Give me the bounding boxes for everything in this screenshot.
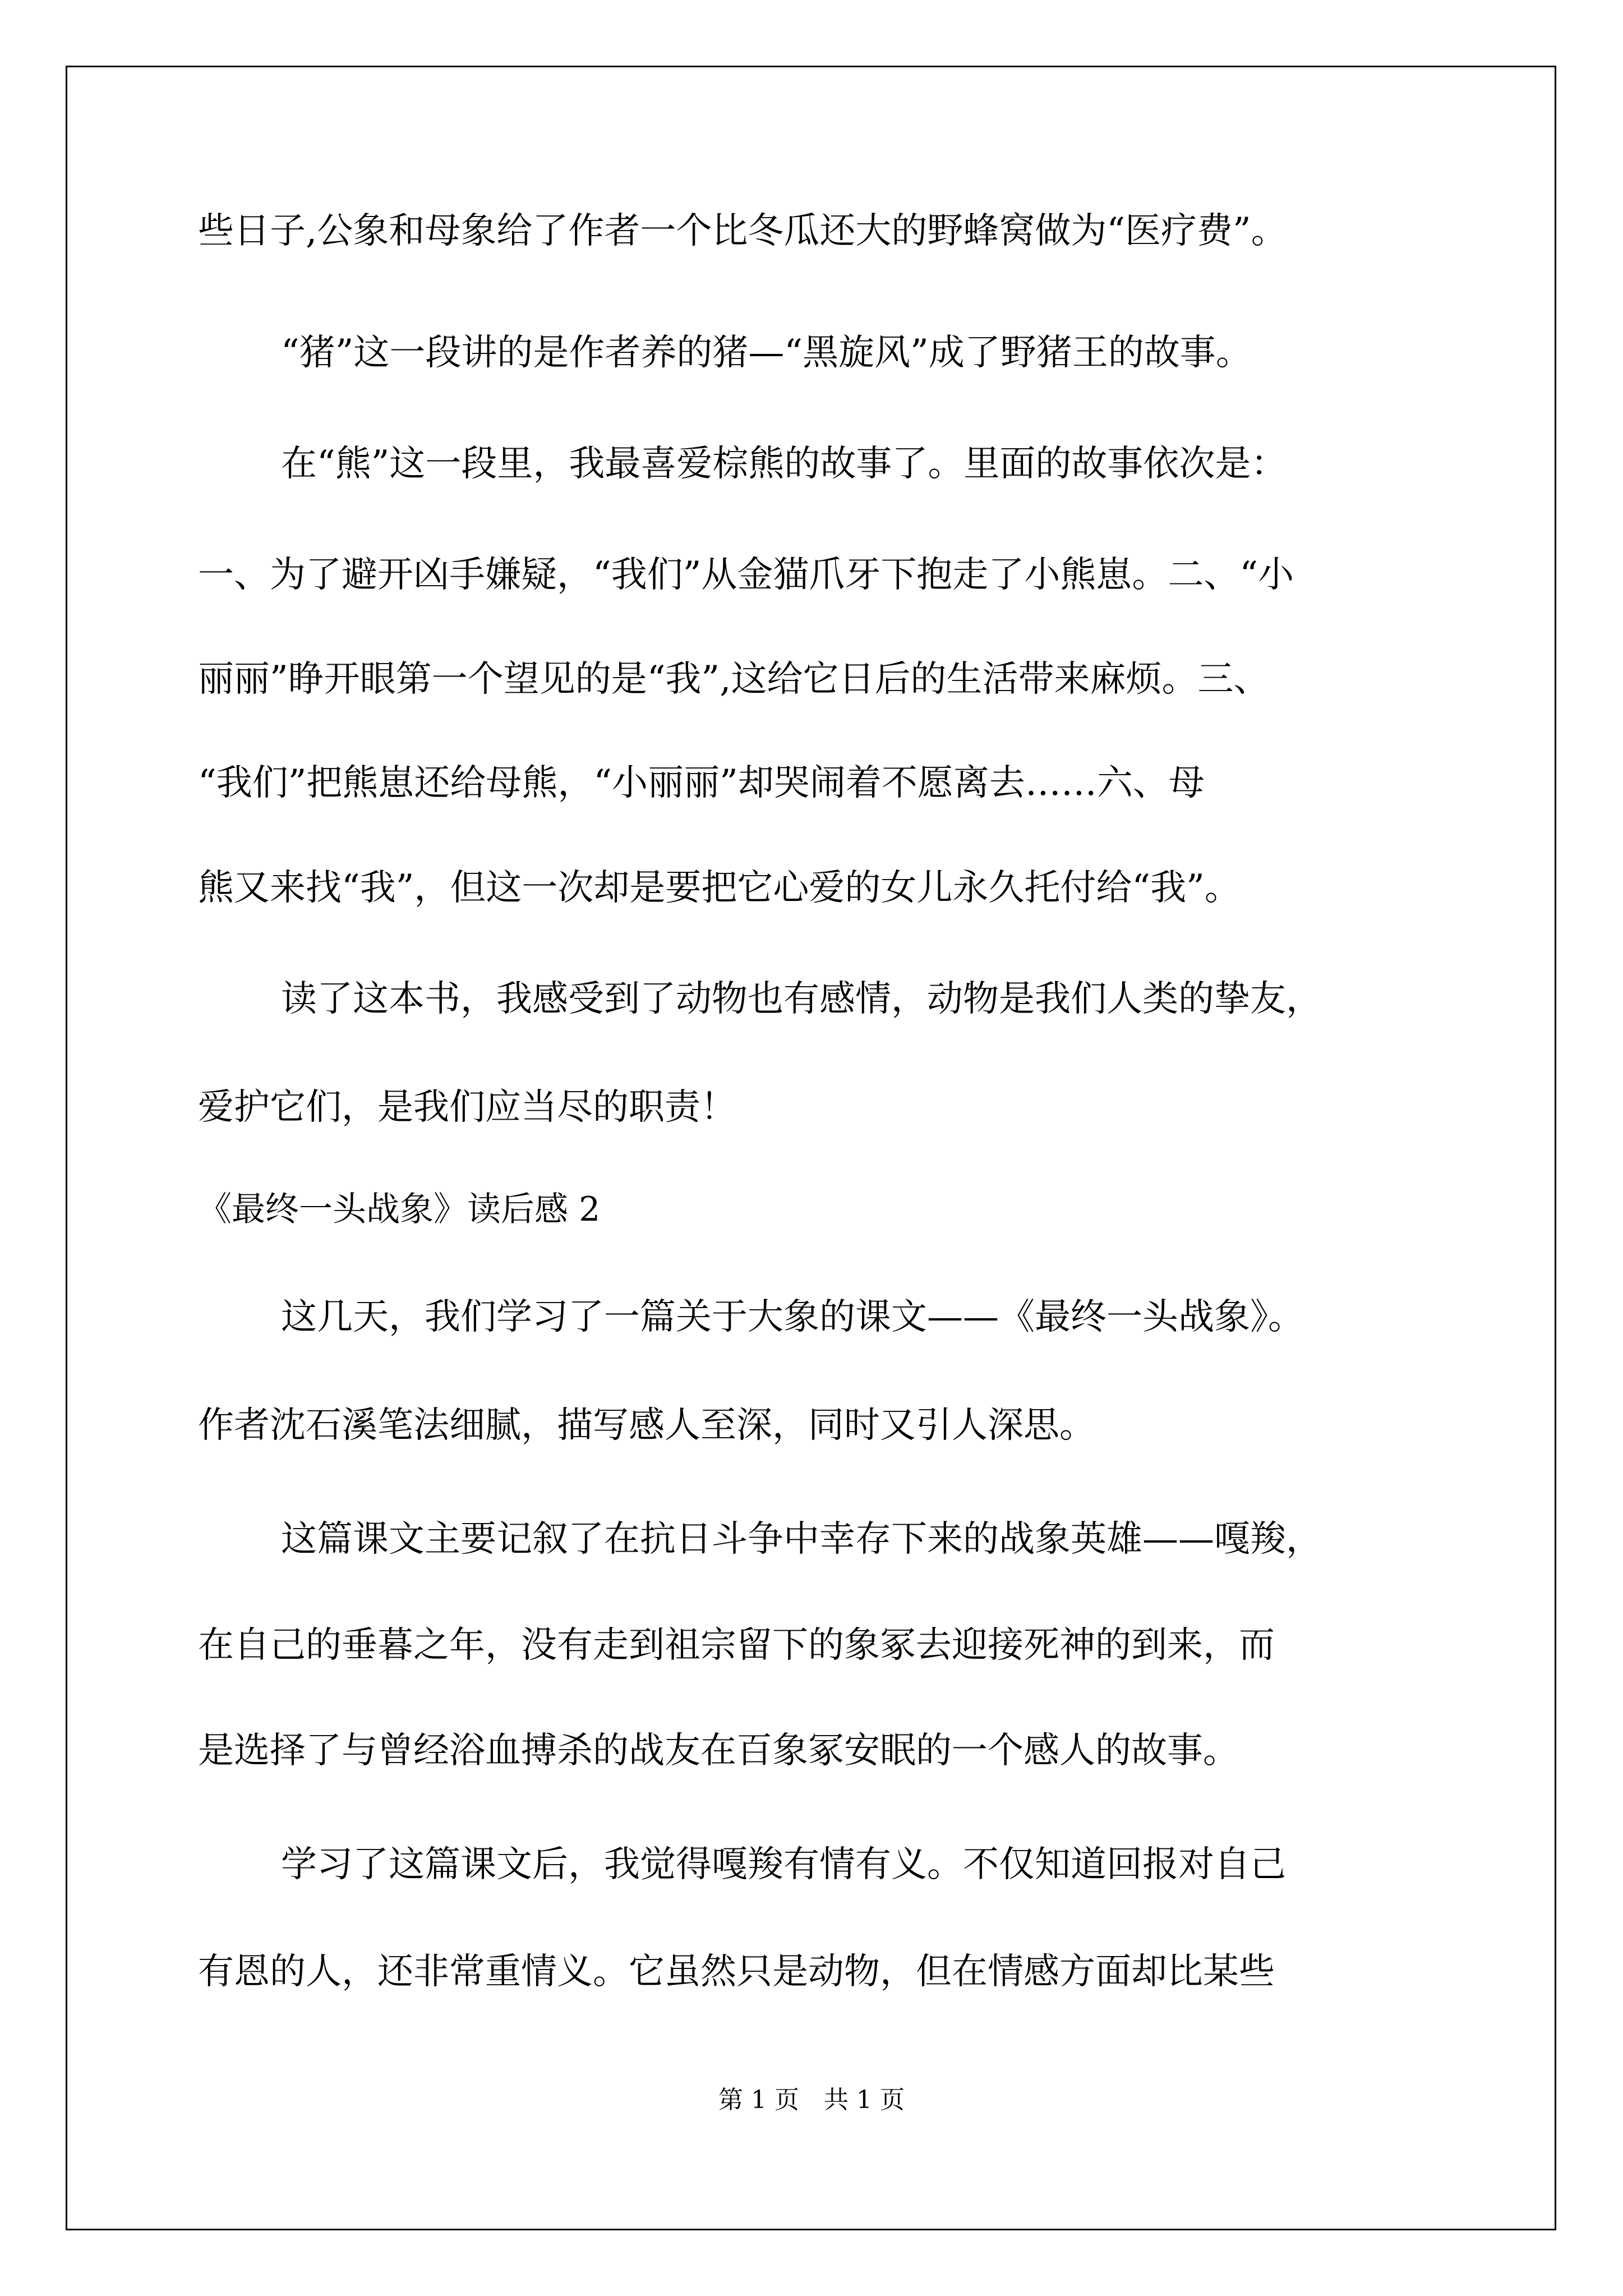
section-heading: 《最终一头战象》读后感 2	[198, 1190, 601, 1229]
text-line-11: 这几天，我们学习了一篇关于大象的课文——《最终一头战象》。	[281, 1296, 1304, 1338]
text-line-15: 是选择了与曾经浴血搏杀的战友在百象冢安眠的一个感人的故事。	[198, 1730, 1239, 1772]
page-number-footer: 第 1 页 共 1 页	[718, 2086, 905, 2114]
text-line-5: 丽丽”睁开眼第一个望见的是“我”,这给它日后的生活带来麻烦。三、	[198, 659, 1270, 700]
text-line-13: 这篇课文主要记叙了在抗日斗争中幸存下来的战象英雄——嘎羧，	[281, 1519, 1322, 1560]
text-line-9: 爱护它们，是我们应当尽的职责！	[198, 1087, 736, 1128]
text-line-8: 读了这本书，我感受到了动物也有感情，动物是我们人类的挚友，	[281, 978, 1322, 1020]
text-line-3: 在“熊”这一段里，我最喜爱棕熊的故事了。里面的故事依次是：	[281, 443, 1287, 485]
page-border	[66, 66, 1556, 2230]
text-line-6: “我们”把熊崽还给母熊，“小丽丽”却哭闹着不愿离去……六、母	[198, 762, 1205, 804]
text-line-12: 作者沈石溪笔法细腻，描写感人至深，同时又引人深思。	[198, 1405, 1095, 1446]
text-line-17: 有恩的人，还非常重情义。它虽然只是动物，但在情感方面却比某些	[198, 1951, 1275, 1993]
text-line-16: 学习了这篇课文后，我觉得嘎羧有情有义。不仅知道回报对自己	[281, 1844, 1286, 1885]
text-line-1: 些日子,公象和母象给了作者一个比冬瓜还大的野蜂窝做为“医疗费”。	[198, 210, 1287, 252]
text-line-4: 一、为了避开凶手嫌疑，“我们”从金猫爪牙下抱走了小熊崽。二、“小	[198, 554, 1294, 596]
text-line-7: 熊又来找“我”，但这一次却是要把它心爱的女儿永久托付给“我”。	[198, 867, 1241, 909]
text-line-2: “猪”这一段讲的是作者养的猪—“黑旋风”成了野猪王的故事。	[281, 332, 1252, 374]
text-line-14: 在自己的垂暮之年，没有走到祖宗留下的象冢去迎接死神的到来，而	[198, 1625, 1275, 1666]
